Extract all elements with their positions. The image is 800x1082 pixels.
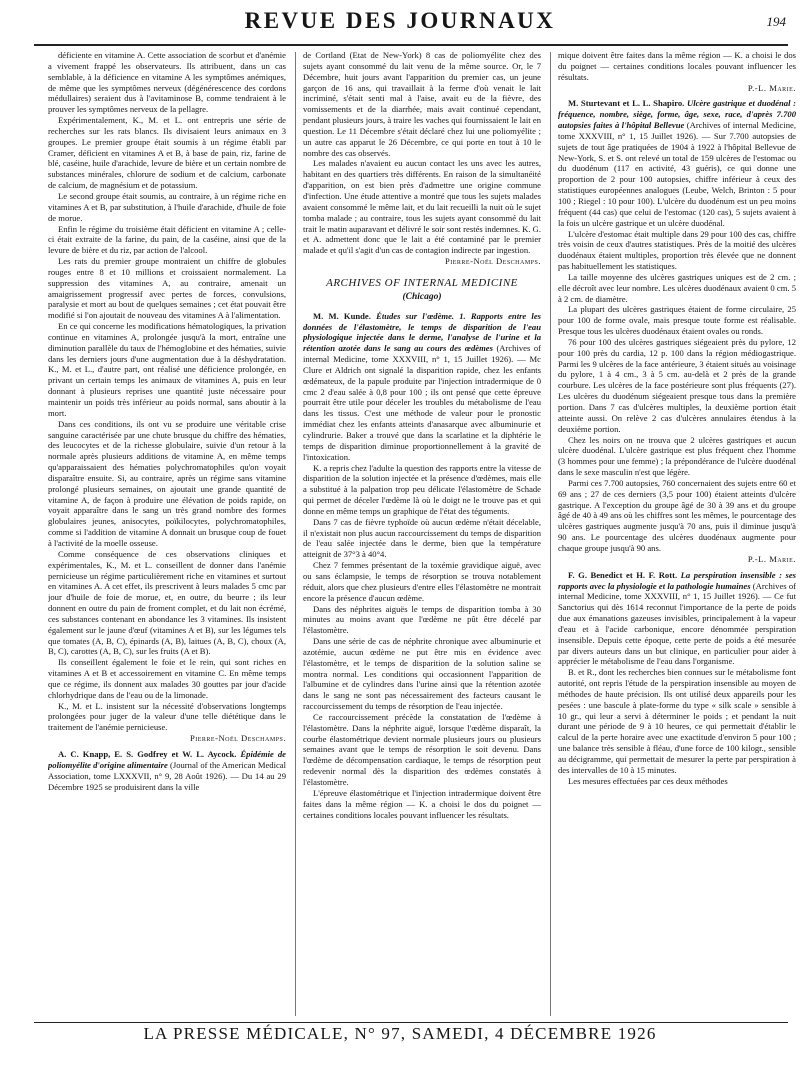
paragraph: Les malades n'avaient eu aucun contact les uns avec les autres, habitant en des quartiers très différents. En raison de la simultanéité d'apparition, on est bien près d'admettre une origine commune d'infection. Une étude attentive a montré que tous les sujets malades avaient consommé le même lait, et du lait recueilli la nuit où le sujet tomba malade ; au contraire, tous les sujets ayant consommé du lait trait le matin auparavant et délivré le soir sont restés indemnes. K. G. et A. admettent donc que le lait a été contaminé par le premier malade et qu'il s'agit d'un cas de contagion indirecte par ingestion. <box>303 158 541 256</box>
paragraph: Ce raccourcissement précède la constatation de l'œdème à l'élastomètre. Dans la néphrite aiguë, lorsque l'œdème disparaît, la courbe élastométrique devient normale plusieurs jours ou plusieurs semaines avant que le temps de résorption le soit devenu. Dans l'œdème de décompensation cardiaque, le temps de résorption peut redevenir normal dès la disparition des œdèmes constatés à l'élastomètre. <box>303 711 541 787</box>
paragraph: déficiente en vitamine A. Cette association de scorbut et d'anémie a vivement frappé les observateurs. Ils attribuent, dans un cas semblable, à la déficience en vitamine A les symptômes anémiques, de même que les symptômes nerveux (dégénérescence des cordons médullaires) seraient dus à l'avitaminose B, comme tendraient à le prouver les symptômes nerveux de la pellagre. <box>48 50 286 115</box>
paragraph: K., M. et L. insistent sur la nécessité d'observations longtemps prolongées pour juger de la valeur d'une telle diététique dans le traitement de l'anémie pernicieuse. <box>48 700 286 733</box>
paragraph: Dans une série de cas de néphrite chronique avec albuminurie et azotémie, aucun œdème ne put être mis en évidence avec l'élastomètre, et le temps de disparition de la solution saline se montra normal. Les conditions qui occasionnent l'apparition de l'albumine et de cylindres dans l'urine ainsi que la rétention azotée dans le sang ne sont pas nécessairement des facteurs causant le raccourcissement du temps de résorption de l'eau injectée. <box>303 636 541 712</box>
paragraph: La taille moyenne des ulcères gastriques uniques est de 2 cm. ; elle décroît avec leur nombre. Les ulcères duodénaux avaient 0 cm. 5 à 2 cm. de diamètre. <box>558 271 796 304</box>
paragraph: Enfin le régime du troisième était déficient en vitamine A ; celle-ci était extraite de la farine, du pain, de la caséine, ainsi que de la levure de bière et du riz, par action de l'alcool. <box>48 223 286 256</box>
paragraph: L'épreuve élastométrique et l'injection intradermique doivent être faites dans la même région — K. a choisi le dos du poignet — certaines conditions locales pouvant influencer les résultats. <box>303 787 541 820</box>
page-number: 194 <box>766 14 786 29</box>
paragraph: Expérimentalement, K., M. et L. ont entrepris une série de recherches sur les rats blancs. Ils divisaient leurs animaux en 3 groupes. Le premier groupe était soumis à un régime établi par Cramer, déficient en vitamines A et B, à base de pain, riz, farine de blé, caséine, huile d'arachide, levure de bière et un certain nombre de substances minérales, chlorure de sodium et de calcium, carbonate de calcium, de magnésium et de potassium. <box>48 115 286 191</box>
column-right <box>558 50 796 1018</box>
column-middle <box>303 50 541 1018</box>
article-authors: M. Sturtevant et L. L. Shapiro. <box>568 98 685 109</box>
paragraph: L'ulcère d'estomac était multiple dans 29 pour 100 des cas, chiffre très voisin de ceux d'autres statistiques. Près de la moitié des ulcères duodénaux étaient multiples, proportion très élevée que ne donnent pas habituellement les statistiques. <box>558 228 796 272</box>
article-text: (Archives of internal Medicine, tome XXXVIII, n° 1, 15 Juillet 1926). — Mc Clure et Aldrich ont signalé la disparition rapide, chez les enfants œdémateux, de la papule produite par l'injection intradermique de 0 cmc 2 d'eau salée à 0,8 pour 100 ; ils ont pensé que cette épreuve pourrait être utile pour déceler les troubles du métabolisme de l'eau dans les tissus. C'est une méthode de valeur pour le pronostic immédiat chez les enfants atteints d'anasarque avec albuminurie et cylindrurie. Baker a trouvé que dans la scarlatine et la diphtérie le temps de disparition diminue proportionnellement à la gravité de l'intoxication. <box>303 343 541 462</box>
article-title: Études sur l'œdème. 1. Rapports entre les données de l'élastomètre, le temps de disparition de l'eau physiologique injectée dans le derme, l'analyse de l'urine et la rétention azotée dans le sang au cours des œdèmes <box>303 310 541 354</box>
paragraph: Dans des néphrites aiguës le temps de disparition tomba à 30 minutes au moins avant que l'œdème ne pût être décelé par l'élastomètre. <box>303 603 541 636</box>
section-subtitle: (Chicago) <box>402 291 442 302</box>
article-authors: M. M. Kunde. <box>313 310 371 321</box>
paragraph: Les mesures effectuées par ces deux méthodes <box>568 775 728 786</box>
paragraph: Comme conséquence de ces observations cliniques et expérimentales, K., M. et L. conseillent de donner dans l'anémie pernicieuse un régime particulièrement riche en vitamines et surtout en vitamines A. A cet effet, ils prescrivent à leurs malades 5 cmc par jour d'huile de foie de morue, et, en outre, du beurre ; ils leur donnent en outre du pain de froment complet, et du lait non écrémé, ces substances contenant en abondance les 3 vitamines. Ils insistent également sur le jaune d'œuf (vitamines A et B), sur les légumes tels que tomates (A, B, C), épinards (A, B), laitues (A, B, C), choux (A, B, C), carottes (A, B, C), sur les fruits (A et B). <box>48 548 286 657</box>
paragraph: Le second groupe était soumis, au contraire, à un régime riche en vitamines A et B, par substitution, à l'huile d'arachide, d'huile de foie de morue. <box>48 190 286 223</box>
paragraph: La plupart des ulcères gastriques étaient de forme circulaire, 25 pour 100 de forme ovale, mais presque toute forme est réalisable. Presque tous les ulcères duodénaux étaient ovales ou ronds. <box>558 304 796 337</box>
paragraph: de Cortland (Etat de New-York) 8 cas de poliomyélite chez des sujets ayant consommé du lait venu de la même source. Or, le 7 Décembre, huit jours avant l'apparition du premier cas, un jeune garçon de 16 ans, qui travaillait à la ferme d'où venait le lait incriminé, s'était senti mal à l'aise, avait eu de la fièvre, des vomissements et de la diarrhée, mais avait continué cependant, pendant plusieurs jours, à traire les vaches qui fournissaient le lait en question. Le 11 Décembre s'était déclaré chez lui une poliomyélite ; un autre cas apparut le 26 Décembre, ce qui porte en tout à 10 le nombre des cas observés. <box>303 50 541 158</box>
paragraph: B. et R., dont les recherches bien connues sur le métabolisme font autorité, ont repris l'étude de la perspiration insensible au moyen de méthodes de haute précision. Ils ont utilisé deux appareils pour les pesées : une bascule à plate-forme du type « silk scale » sensible à 10 gr., qui leur a servi à déterminer le poids ; et pendant la nuit durant une période de 9 à 10 heures, ce qui permettait d'établir le calcul de la perte horaire avec une exactitude d'environ 5 pour 100 ; une balance très sensible à fléau, d'une force de 100 kilogr., sensible au décigramme, qui permettait de mesurer la perte par perspiration à des intervalles de 10 à 15 minutes. <box>558 667 796 775</box>
signature: P.-L. Marie. <box>747 553 796 564</box>
footer-rule <box>34 1022 788 1023</box>
paragraph: Ils conseillent également le foie et le rein, qui sont riches en vitamines A et B et accessoirement en vitamine C. En même temps que ce régime, ils donnent aux malades 30 gouttes par jour d'acide chlorhydrique dans de l'eau ou de la limonade. <box>48 657 286 700</box>
header-rule <box>34 44 788 46</box>
paragraph: Dans ces conditions, ils ont vu se produire une véritable crise sanguine caractérisée par une chute brusque du chiffre des hématies, des leucocytes et de la richesse globulaire, suivie d'un retour à la normale après plusieurs additions de vitamine A, en même temps qu'apparaissaient des hématies polychromatophiles qu'on voyait disparaître ensuite. Si, au contraire, après un régime sans vitamine prolongé plusieurs semaines, on ajoutait une grande quantité de vitamine A, de façon à produire une élévation de poids rapide, on voyait apparaître dans le sang un très grand nombre des formes globulaires jeunes, anisocytes, poïkilocytes, polychromatophiles, comme si l'addition de vitamine A donnait un brusque coup de fouet à l'activité de la moelle osseuse. <box>48 418 286 548</box>
article-entry <box>303 311 541 463</box>
column-divider <box>550 52 551 1016</box>
signature: Pierre-Noël Deschamps. <box>444 256 541 267</box>
article-text: (Archives of internal Medicine, tome XXXVIII, n° 1, 15 Juillet 1926). — Ce fut Sanctorius qui dès 1614 reconnut l'importance de la perte de poids due aux émanations gazeuses invisibles, principalement à la vapeur d'eau et à l'acide carbonique, encore dénommée perspiration insensible. Depuis cette époque, cette perte de poids a été mesurée par divers auteurs dans un but clinique, en particulier pour aider à apprécier le métabolisme de l'eau dans l'organisme. <box>558 580 796 667</box>
paragraph: Les rats du premier groupe montraient un chiffre de globules rouges entre 8 et 10 millions et croissaient normalement. La suppression des vitamines A, au contraire, amenait un amaigrissement progressif avec pertes de forces, convulsions, paralysie et mort au bout de quelques semaines ; cet état pouvait être modifié si l'on ajoutait de nouveau des vitamines A à l'alimentation. <box>48 256 286 321</box>
paragraph: Chez les noirs on ne trouva que 2 ulcères gastriques et aucun ulcère duodénal. L'ulcère gastrique est plus fréquent chez l'homme (3 hommes pour une femme) ; la prépondérance de l'ulcère duodénal dans le sexe masculin n'est que légère. <box>558 434 796 478</box>
article-title: Épidémie de poliomyélite d'origine alimentaire <box>48 749 286 770</box>
paragraph: mique doivent être faites dans la même région — K. a choisi le dos du poignet — certaines conditions locales pouvant influencer les résultats. <box>558 50 796 82</box>
article-entry <box>558 570 796 668</box>
paragraph: K. a repris chez l'adulte la question des rapports entre la vitesse de disparition de la solution injectée et la présence d'œdèmes, mais elle a substitué à la palpation trop peu délicate l'élastomètre de Schade qui permet de déceler l'œdème là où le doigt ne le trouve pas et qui donne en même temps un graphique de l'état des téguments. <box>303 462 541 516</box>
section-heading: ARCHIVES OF INTERNAL MEDICINE <box>326 276 518 289</box>
article-text: (Archives of internal Medicine, tome XXXVIII, n° 1, 15 Juillet 1926). — Sur 7.700 autopsies de sujets de tout âge pratiquées de 1904 à 1922 à l'hôpital Bellevue de New-York, S. et S. ont relevé un total de 159 ulcères de l'estomac ou du duodénum (117 en activité, 43 guéris), ce qui donne une proportion de 2 pour 100 autopsies, chiffre inférieur à ceux des statistiques européennes analogues (Leube, Welch, Brinton : 5 pour 100 ; Riegel : 10 pour 100). L'ulcère du duodénum est un peu moins fréquent (44 cas) que celui de l'estomac (120 cas), 5 sujets avaient à la fois un ulcère gastrique et un ulcère duodénal. <box>558 120 796 228</box>
article-title: La perspiration insensible : ses rapports avec la physiologie et la pathologie humaines <box>558 569 796 591</box>
article-text: (Journal of the American Medical Association, tome LXXXVII, n° 9, 28 Août 1926). — Du 14 au 29 Décembre 1925 se produisirent dans la ville <box>48 759 286 792</box>
signature: Pierre-Noël Deschamps. <box>189 733 286 744</box>
paragraph: Dans 7 cas de fièvre typhoïde où aucun œdème n'était décelable, il n'existait non plus aucun raccourcissement du temps de disparition de l'eau salée injectée dans le derme, bien que la température atteignit de 37°3 à 40°4. <box>303 516 541 560</box>
article-entry <box>48 749 286 792</box>
running-title: REVUE DES JOURNAUX <box>244 8 556 33</box>
article-authors: F. G. Benedict et H. F. Rott. <box>568 569 678 580</box>
article-title: Ulcère gastrique et duodénal : fréquence, nombre, siège, forme, âge, sexe, race, d'après 7.700 autopsies faites à l'hôpital Bellevue <box>558 98 796 131</box>
paragraph: 76 pour 100 des ulcères gastriques siégeaient près du pylore, 12 pour 100 près du cardia, 12 p. 100 dans la région médiogastrique. Parmi les 9 ulcères de la face antérieure, 3 étaient situés au voisinage du pylore, 1 à 4 cm., 3 à 5 cm. au-delà et 2 près de la grande courbure. Les ulcères de la face postérieure sont plus fréquents (27). Les ulcères du duodénum siégeaient presque tous dans la première portion. Dans 7 cas d'ulcères multiples, la deuxième portion était atteinte aussi. On relève 2 cas d'ulcères annulaires étendus à la deuxième portion. <box>558 336 796 434</box>
signature: P.-L. Marie. <box>747 82 796 93</box>
article-authors: A. C. Knapp, E. S. Godfrey et W. L. Aycock. <box>58 749 237 759</box>
article-entry <box>558 98 796 228</box>
column-left <box>48 50 286 1018</box>
paragraph: Chez 7 femmes présentant de la toxémie gravidique aiguë, avec ou sans éclampsie, le temps de résorption se trouva notablement réduit, alors que chez plusieurs d'entre elles l'élastomètre ne montrait encore la présence d'aucun œdème. <box>303 560 541 603</box>
paragraph: En ce qui concerne les modifications hématologiques, la privation continue en vitamines A, prolongée jusqu'à la mort, entraîne une diminution parallèle du taux de l'hémoglobine et des hématies, suivie dans les derniers jours d'une augmentation due à la déshydratation. K., M. et L., d'autre part, ont réalisé une déficience prolongée, en privant un certain temps les animaux de vitamines A, puis en leur donnant à plusieurs reprises une quantité juste nécessaire pour maintenir un poids très inférieur au poids normal, sans aboutir à la mort. <box>48 321 286 418</box>
paragraph: Parmi ces 7.700 autopsies, 760 concernaient des sujets entre 60 et 69 ans ; 27 de ces derniers (3,5 pour 100) étaient atteints d'ulcère gastrique. A l'exception du groupe âgé de 30 à 39 ans et du groupe âgé de 40 à 49 ans où les chiffres sont les mêmes, le pourcentage des ulcères gastriques augmente jusqu'à 70 ans, puis il diminue jusqu'à 90 ans. Le pourcentage des ulcères duodénaux augmente pour chaque groupe jusqu'à 90 ans. <box>558 477 796 553</box>
column-divider <box>295 52 296 1016</box>
footer-line: LA PRESSE MÉDICALE, N° 97, SAMEDI, 4 DÉCEMBRE 1926 <box>143 1024 657 1043</box>
